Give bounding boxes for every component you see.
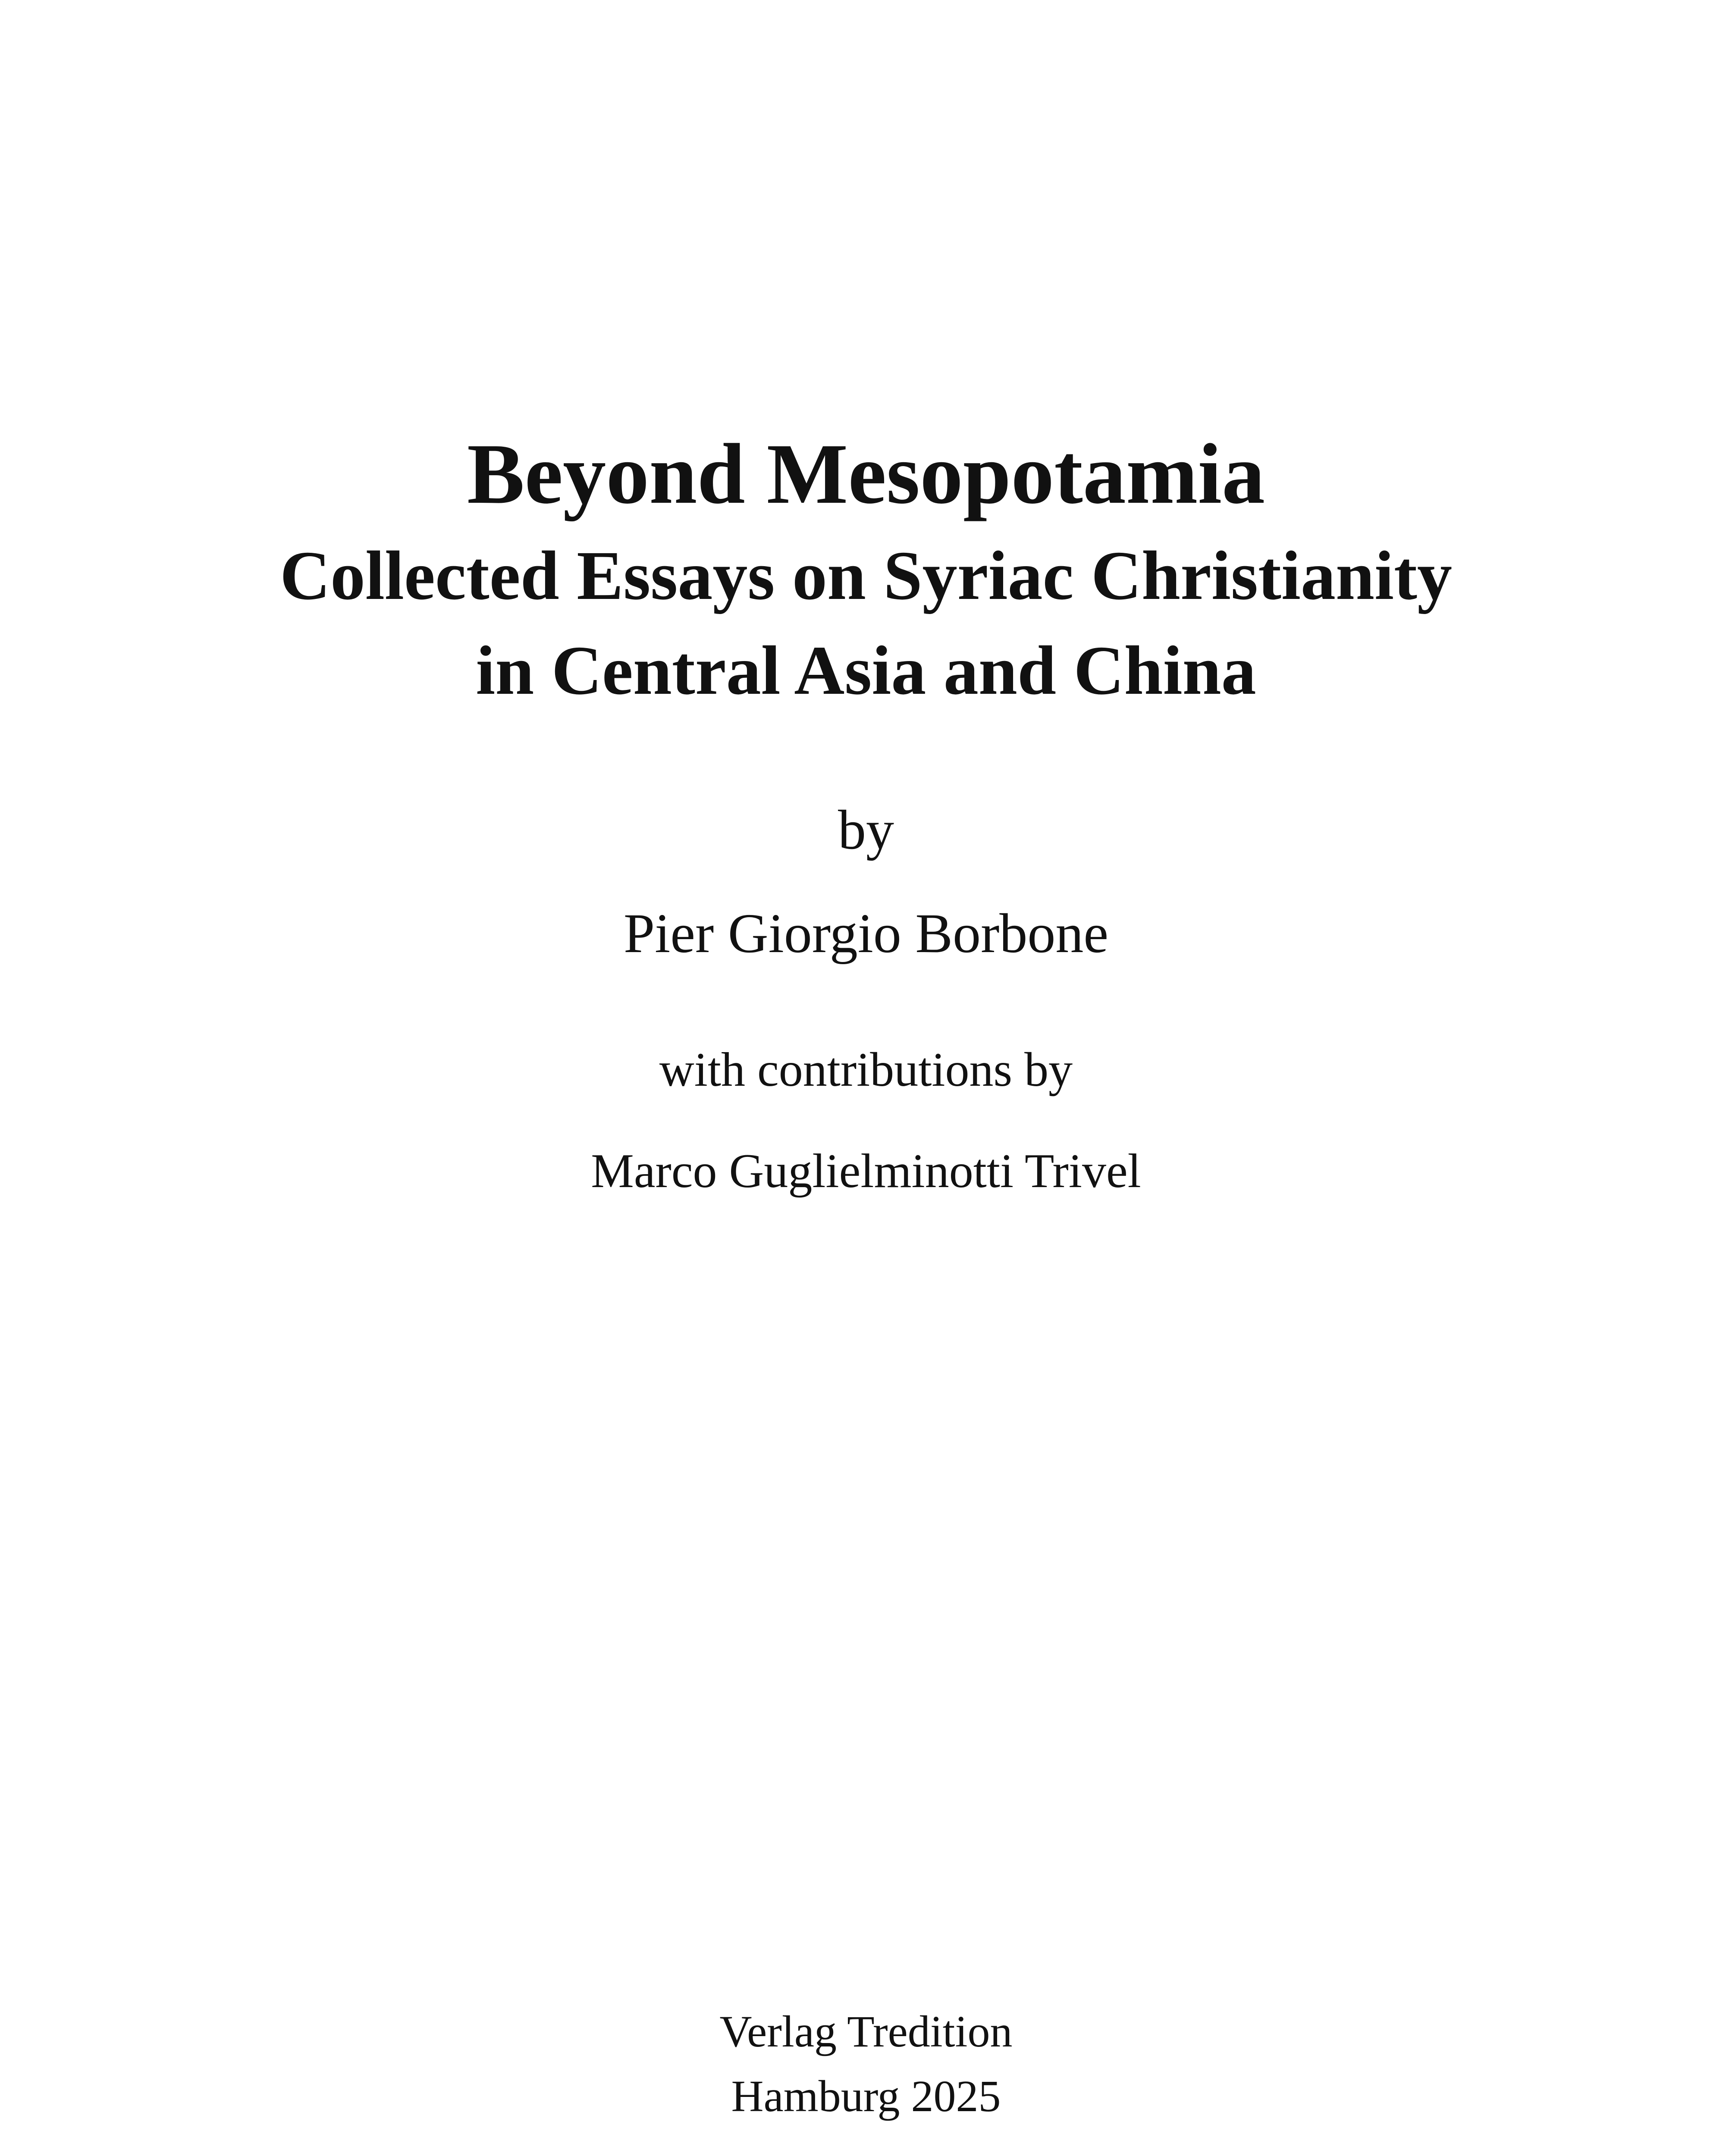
book-subtitle-line-1: Collected Essays on Syriac Christianity	[279, 537, 1452, 614]
book-title: Beyond Mesopotamia	[467, 426, 1265, 522]
publication-place-year: Hamburg 2025	[731, 2071, 1001, 2121]
publisher-name: Verlag Tredition	[719, 2007, 1013, 2056]
by-label: by	[838, 799, 894, 861]
contributor-name: Marco Guglielminotti Trivel	[591, 1144, 1141, 1198]
contributions-label: with contributions by	[659, 1043, 1073, 1097]
book-subtitle-line-2: in Central Asia and China	[476, 632, 1256, 709]
author-name: Pier Giorgio Borbone	[623, 903, 1109, 965]
